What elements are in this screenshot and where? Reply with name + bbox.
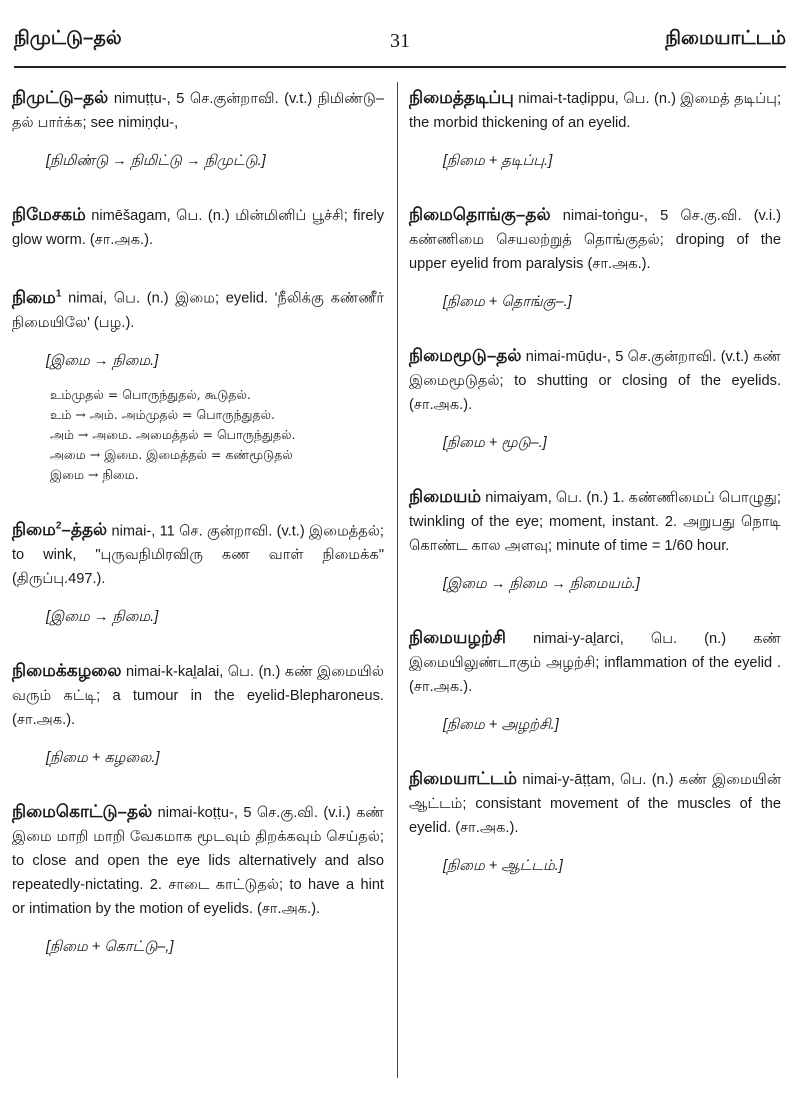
dictionary-entry — [12, 203, 384, 252]
entry-etymology: [நிமை + தடிப்பு.] — [443, 153, 553, 169]
entry-etymology: [நிமை + ஆட்டம்.] — [443, 858, 563, 874]
dictionary-entry — [409, 767, 781, 878]
entry-body: nimaiyam, பெ. (n.) 1. கண்ணிமைப் பொழுது; twinkling of the eye; moment, instant. 2. அறுபது நொடி கொண்ட கால அளவு; minute of time = 1/60 hour. — [409, 490, 781, 554]
right-column — [409, 86, 781, 908]
dictionary-entry — [409, 344, 781, 455]
entry-headword: நிமைதொங்கு–தல் — [409, 205, 551, 224]
dictionary-entry — [409, 626, 781, 737]
entry-headword: நிமையம் — [409, 487, 482, 506]
note-line: உம் → அம். அம்முதல் = பொருந்துதல். — [50, 406, 275, 422]
dictionary-entry — [12, 282, 384, 485]
entry-body: nimai-koṭṭu-, 5 செ.கு.வி. (v.i.) கண் இமை மாறி மாறி வேகமாக மூடவும் திறக்கவும் செய்தல்; to close and open the eye lids alternatively and also repeatedly-nictating. 2. சாடை காட்டுதல்; to have a hint or intimation by the motion of eyelids. (சா.அக.). — [12, 805, 384, 918]
dictionary-entry — [12, 659, 384, 770]
note-line: இமை → நிமை. — [50, 466, 139, 482]
entry-headword: நிமையாட்டம் — [409, 769, 518, 788]
dictionary-entry — [409, 203, 781, 314]
entry-etymology: [இமை → நிமை.] — [46, 609, 159, 626]
dictionary-entry — [409, 86, 781, 173]
entry-headword: நிமேசகம் — [12, 205, 86, 224]
entry-etymology: [நிமிண்டு → நிமிட்டு → நிமுட்டு.] — [46, 153, 266, 169]
entry-body: nimai-mūḍu-, 5 செ.குன்றாவி. (v.t.) கண் இமைமூடுதல்; to shutting or closing of the eyelids. (சா.அக.). — [409, 349, 781, 413]
entry-headword: நிமைத்தடிப்பு — [409, 88, 514, 107]
page-header — [14, 28, 786, 62]
header-right-headword: நிமையாட்டம் — [665, 28, 786, 49]
entry-body: nimai-t-taḍippu, பெ. (n.) இமைத் தடிப்பு; the morbid thickening of an eyelid. — [409, 91, 781, 131]
entry-etymology: [நிமை + தொங்கு–.] — [443, 294, 572, 310]
homonym-number: 2 — [55, 520, 62, 532]
page-number: 31 — [390, 30, 410, 52]
dictionary-entry — [12, 86, 384, 173]
entry-headword: நிமுட்டு–தல் — [12, 88, 109, 107]
homonym-number: 1 — [55, 288, 62, 299]
entry-body: nimai-y-aḻarci, பெ. (n.) கண் இமையிலுண்டாகும் அழற்சி; inflammation of the eyelid .(சா.அக.). — [409, 631, 781, 695]
dictionary-entry — [12, 800, 384, 959]
entry-headword: நிமைகொட்டு–தல் — [12, 802, 153, 822]
note-line: அமை → இமை. இமைத்தல் = கண்மூடுதல் — [50, 446, 293, 462]
entry-etymology: [இமை → நிமை → நிமையம்.] — [443, 576, 640, 592]
entry-etymology: [நிமை + கழலை.] — [46, 750, 160, 767]
entry-body: nimai-y-āṭṭam, பெ. (n.) கண் இமையின் ஆட்டம்; consistant movement of the muscles of the eyelid. (சா.அக.). — [409, 772, 781, 836]
entry-etymology: [நிமை + மூடு–.] — [443, 435, 547, 451]
left-column — [12, 86, 384, 989]
note-line: உம்முதல் = பொருந்துதல், கூடுதல். — [50, 386, 251, 402]
dictionary-entry — [12, 515, 384, 630]
entry-headword: நிமை$^2$–த்தல் — [12, 520, 108, 540]
entry-etymology: [நிமை + கொட்டு–,] — [46, 939, 174, 956]
entry-headword: நிமை$^1$ — [12, 287, 62, 307]
note-line: அம் → அமை. அமைத்தல் = பொருந்துதல். — [50, 426, 296, 442]
entry-body: nimai, பெ. (n.) இமை; eyelid. 'நீலிக்கு கண்ணீர் நிமையிலே' (பழ.). — [12, 290, 384, 331]
entry-body: nimēšagam, பெ. (n.) மின்மினிப் பூச்சி; firely glow worm. (சா.அக.). — [12, 208, 384, 248]
column-divider — [397, 82, 398, 1078]
entry-headword: நிமையழற்சி — [409, 628, 506, 647]
entry-body: nimai-k-kaḻalai, பெ. (n.) கண் இமையில் வரும் கட்டி; a tumour in the eyelid-Blepharoneus. (சா.அக.). — [12, 664, 384, 729]
entry-headword: நிமைமூடு–தல் — [409, 346, 522, 365]
dictionary-entry — [409, 485, 781, 596]
header-left-headword: நிமுட்டு–தல் — [14, 28, 122, 49]
entry-etymology: [இமை → நிமை.] — [46, 352, 159, 369]
entry-headword: நிமைக்கழலை — [12, 661, 122, 681]
entry-etymology: [நிமை + அழற்சி.] — [443, 717, 559, 733]
entry-body: nimuṭṭu-, 5 செ.குன்றாவி. (v.t.) நிமிண்டு–தல் பார்க்க; see nimiṇḍu-, — [12, 91, 384, 131]
header-rule — [14, 66, 786, 68]
entry-body: nimai-toṅgu-, 5 செ.கு.வி. (v.i.) கண்ணிமை செயலற்றுத் தொங்குதல்; droping of the upper eyelid from paralysis (சா.அக.). — [409, 208, 781, 272]
etymology-note — [50, 385, 384, 485]
entry-body: nimai-, 11 செ. குன்றாவி. (v.t.) இமைத்தல்; to wink, "புருவநிமிரவிரு கண வாள் நிமைக்க" (திருப்பு.497.). — [12, 523, 384, 588]
